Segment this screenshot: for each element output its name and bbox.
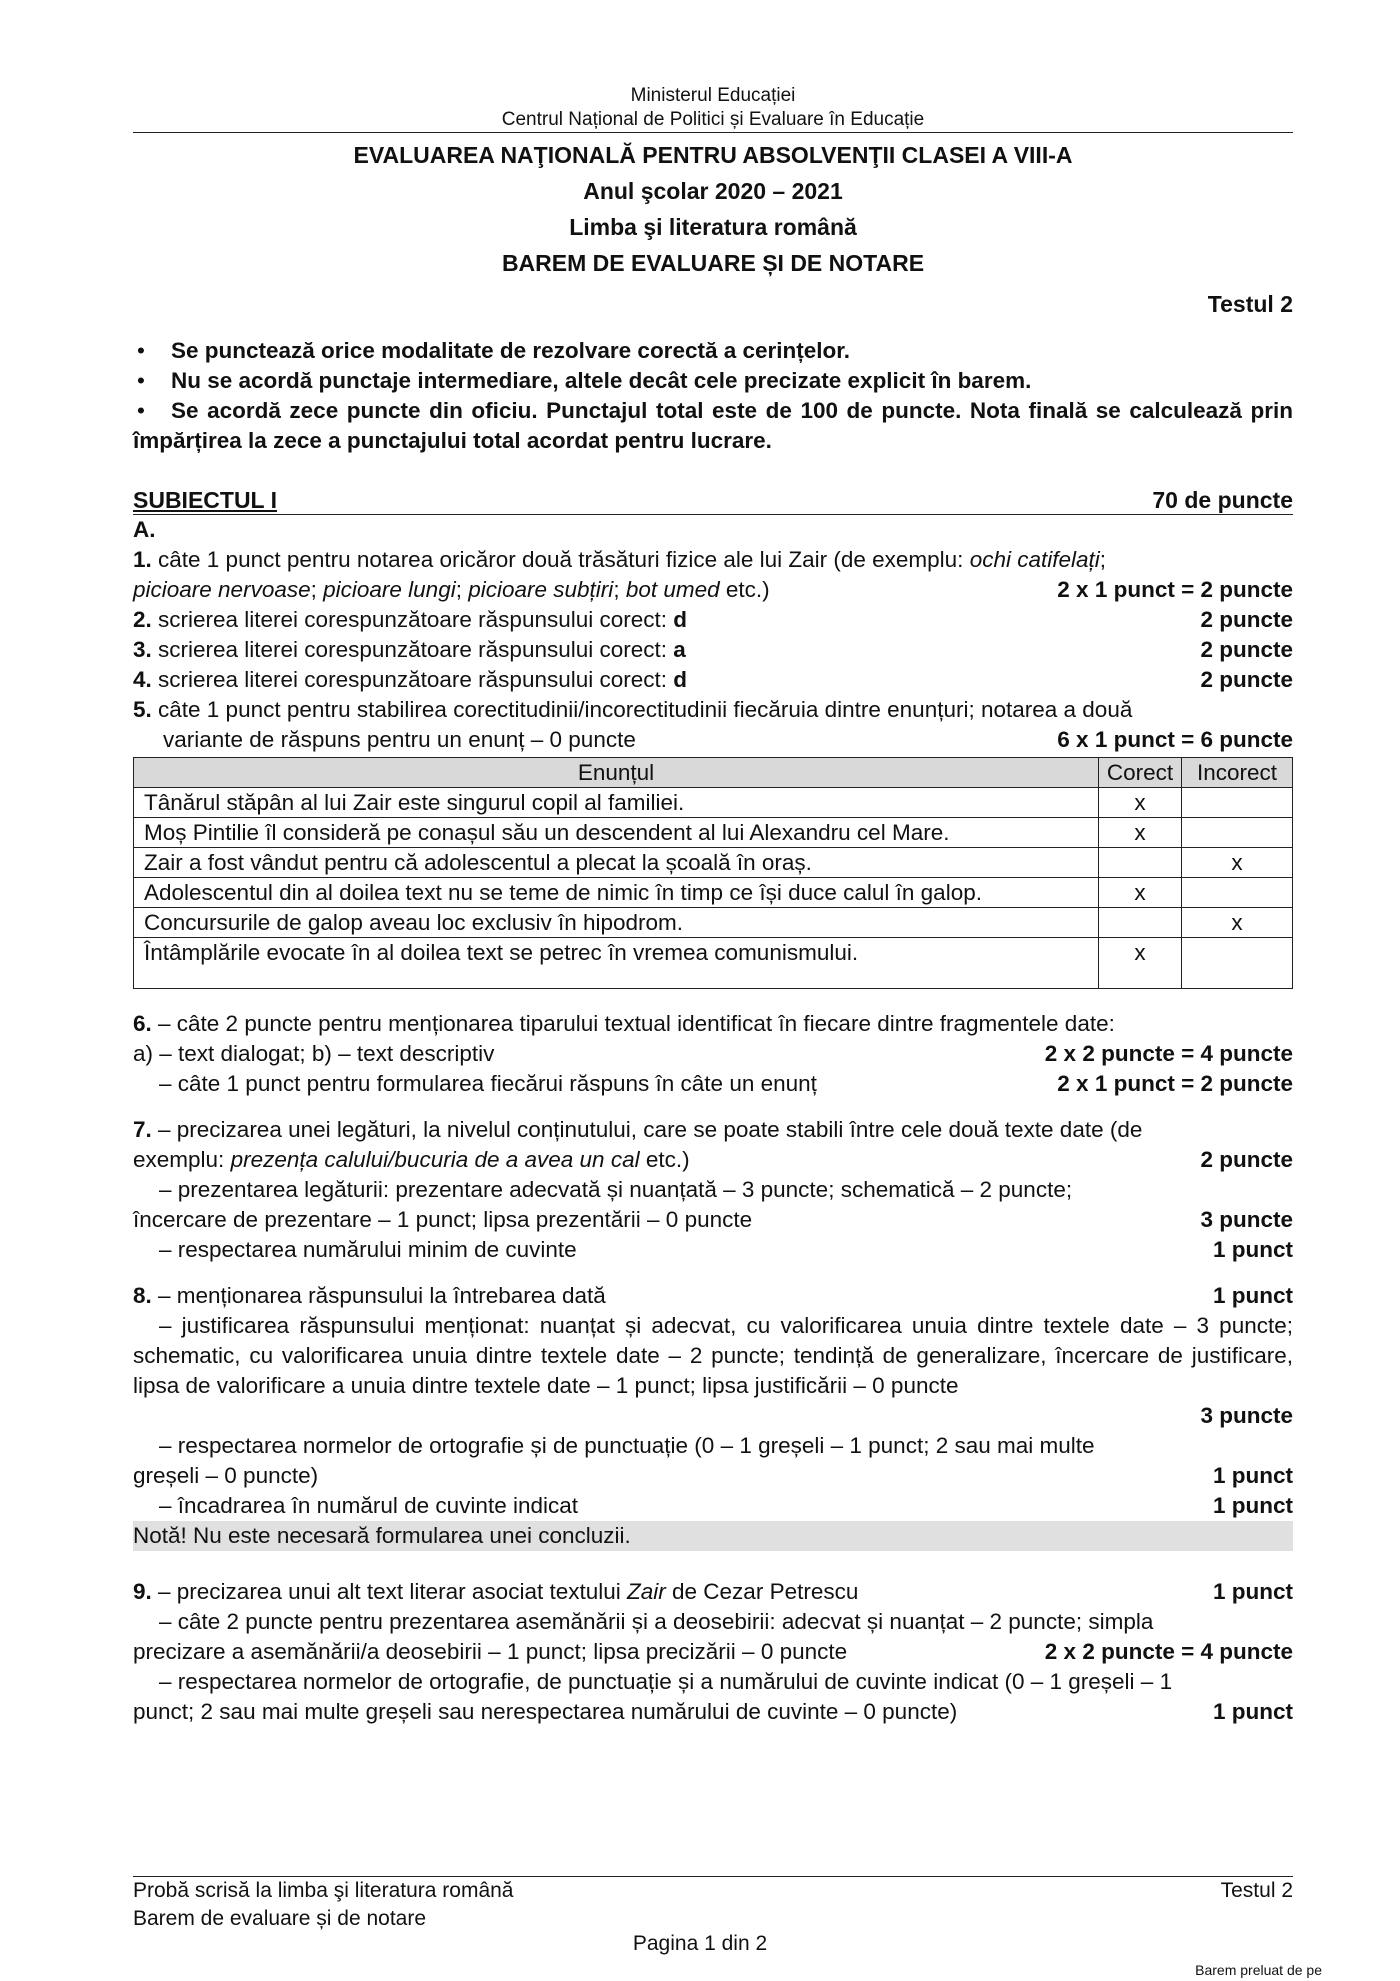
question-7-words: – respectarea numărului minim de cuvinte 1 punct [159, 1237, 1293, 1262]
question-7-example: exemplu: prezența calului/bucuria de a avea un cal etc.) 2 puncte [133, 1147, 1293, 1172]
question-3: 3. scrierea literei corespunzătoare răspunsului corect: a 2 puncte [133, 637, 1293, 662]
question-8-justification-points: 3 puncte [1200, 1403, 1293, 1428]
question-9-norms: – respectarea normelor de ortografie, de punctuație și a numărului de cuvinte indicat (0 – 1 greșeli – 1 [159, 1669, 1173, 1694]
question-8-note: Notă! Nu este necesară formularea unei concluzii. [133, 1521, 1293, 1551]
col-statement: Enunțul [134, 758, 1099, 788]
table-row: Zair a fost vândut pentru că adolescentul a plecat la școală în oraș. x [134, 848, 1293, 878]
source-note: Barem preluat de pe [1195, 1962, 1322, 1978]
rule-item: • Se punctează orice modalitate de rezolvare corectă a cerințelor. [133, 336, 1293, 366]
statements-table [133, 757, 1293, 989]
subject-title: Limba şi literatura română [569, 214, 857, 240]
question-8-words: – încadrarea în numărul de cuvinte indicat 1 punct [159, 1493, 1293, 1518]
question-4: 4. scrierea literei corespunzătoare răspunsului corect: d 2 puncte [133, 667, 1293, 692]
question-9-comparison-cont: precizare a asemănării/a deosebirii – 1 punct; lipsa precizării – 0 puncte 2 x 2 puncte = 4 puncte [133, 1639, 1293, 1664]
footer-test: Testul 2 [1220, 1879, 1293, 1902]
page-number: Pagina 1 din 2 [632, 1932, 768, 1955]
document-page [133, 0, 1293, 1727]
question-1-points: 2 x 1 punct = 2 puncte [1057, 577, 1293, 602]
question-6: 6. – câte 2 puncte pentru menționarea tiparului textual identificat în fiecare dintre fragmentele date: [133, 1011, 1115, 1036]
rule-item: • Se acordă zece puncte din oficiu. Punctajul total este de 100 de puncte. Nota finală se calculează prin împărțirea la zece a punctajului total acordat pentru lucrare. [133, 398, 1293, 453]
center-name: Centrul Național de Politici și Evaluare în Educație [133, 108, 1293, 133]
subject-heading [133, 486, 1293, 515]
question-8: 8. – menționarea răspunsului la întrebarea dată 1 punct [133, 1283, 1293, 1308]
question-6-format: – câte 1 punct pentru formularea fiecărui răspuns în câte un enunț 2 x 1 punct = 2 puncte [159, 1071, 1293, 1096]
question-8-spelling-cont: greșeli – 0 puncte) 1 punct [133, 1463, 1293, 1488]
bullet-icon: • [137, 338, 145, 363]
part-label: A. [133, 517, 156, 542]
question-9: 9. – precizarea unui alt text literar asociat textului Zair de Cezar Petrescu 1 punct [133, 1579, 1293, 1604]
ministry-name: Ministerul Educației [630, 85, 796, 106]
question-7-presentation: – prezentarea legăturii: prezentare adecvată și nuanțată – 3 puncte; schematică – 2 puncte; [159, 1177, 1073, 1202]
question-2: 2. scrierea literei corespunzătoare răspunsului corect: d 2 puncte [133, 607, 1293, 632]
question-7: 7. – precizarea unei legături, la nivelul conținutului, care se poate stabili între cele două texte date (de [133, 1117, 1143, 1142]
exam-title: EVALUAREA NAŢIONALĂ PENTRU ABSOLVENŢII CLASEI A VIII-A [353, 142, 1073, 168]
table-row: Tânărul stăpân al lui Zair este singurul copil al familiei. x [134, 788, 1293, 818]
question-8-justification: – justificarea răspunsului menționat: nuanțat și adecvat, cu valorificarea unuia dintre textele date – 3 puncte; schematic, cu valorificarea unuia dintre textele date – 2 puncte; tendință de generalizare, încercare de justificare, lipsa de valorificare a unuia dintre textele date – 1 punct; lipsa justificării – 0 puncte [133, 1313, 1293, 1398]
question-9-comparison: – câte 2 puncte pentru prezentarea asemănării și a deosebirii: adecvat și nuanțat – 2 puncte; simpla [159, 1609, 1154, 1634]
rule-item: • Nu se acordă punctaje intermediare, altele decât cele precizate explicit în barem. [133, 366, 1293, 396]
question-8-spelling: – respectarea normelor de ortografie și de punctuație (0 – 1 greșeli – 1 punct; 2 sau mai multe [159, 1433, 1095, 1458]
question-1: 1. câte 1 punct pentru notarea oricăror două trăsături fizice ale lui Zair (de exemplu: ochi catifelați; [133, 547, 1107, 572]
col-incorrect: Incorect [1182, 758, 1293, 788]
document-type: BAREM DE EVALUARE ȘI DE NOTARE [501, 250, 925, 276]
subject-points: 70 de puncte [1152, 487, 1293, 513]
test-number: Testul 2 [1207, 291, 1293, 317]
bullet-icon: • [137, 398, 145, 423]
table-row: Moș Pintilie îl consideră pe conașul său un descendent al lui Alexandru cel Mare. x [134, 818, 1293, 848]
table-row: Adolescentul din al doilea text nu se teme de nimic în timp ce își duce calul în galop. x [134, 878, 1293, 908]
question-1-cont: picioare nervoase; picioare lungi; picioare subțiri; bot umed etc.) 2 x 1 punct = 2 puncte [133, 575, 1293, 605]
question-5: 5. câte 1 punct pentru stabilirea corectitudinii/incorectitudinii fiecăruia dintre enunțuri; notarea a două [133, 697, 1133, 722]
question-5-cont: variante de răspuns pentru un enunț – 0 puncte 6 x 1 punct = 6 puncte [163, 727, 1293, 752]
page-footer [133, 1876, 1293, 1933]
subject-label: SUBIECTUL I [133, 487, 277, 513]
footer-doc-type: Barem de evaluare și de notare [133, 1907, 427, 1930]
table-row: Întâmplările evocate în al doilea text se petrec în vremea comunismului. x [134, 938, 1293, 989]
question-9-norms-cont: punct; 2 sau mai multe greșeli sau nerespectarea numărului de cuvinte – 0 puncte) 1 punct [133, 1699, 1293, 1724]
table-header-row [134, 758, 1293, 788]
question-7-presentation-cont: încercare de prezentare – 1 punct; lipsa prezentării – 0 puncte 3 puncte [133, 1207, 1293, 1232]
bullet-icon: • [137, 368, 145, 393]
school-year: Anul şcolar 2020 – 2021 [583, 178, 843, 204]
question-6-answers: a) – text dialogat; b) – text descriptiv 2 x 2 puncte = 4 puncte [133, 1041, 1293, 1066]
general-rules [133, 336, 1293, 456]
col-correct: Corect [1099, 758, 1182, 788]
footer-exam: Probă scrisă la limba şi literatura română [133, 1879, 514, 1902]
table-row: Concursurile de galop aveau loc exclusiv în hipodrom. x [134, 908, 1293, 938]
